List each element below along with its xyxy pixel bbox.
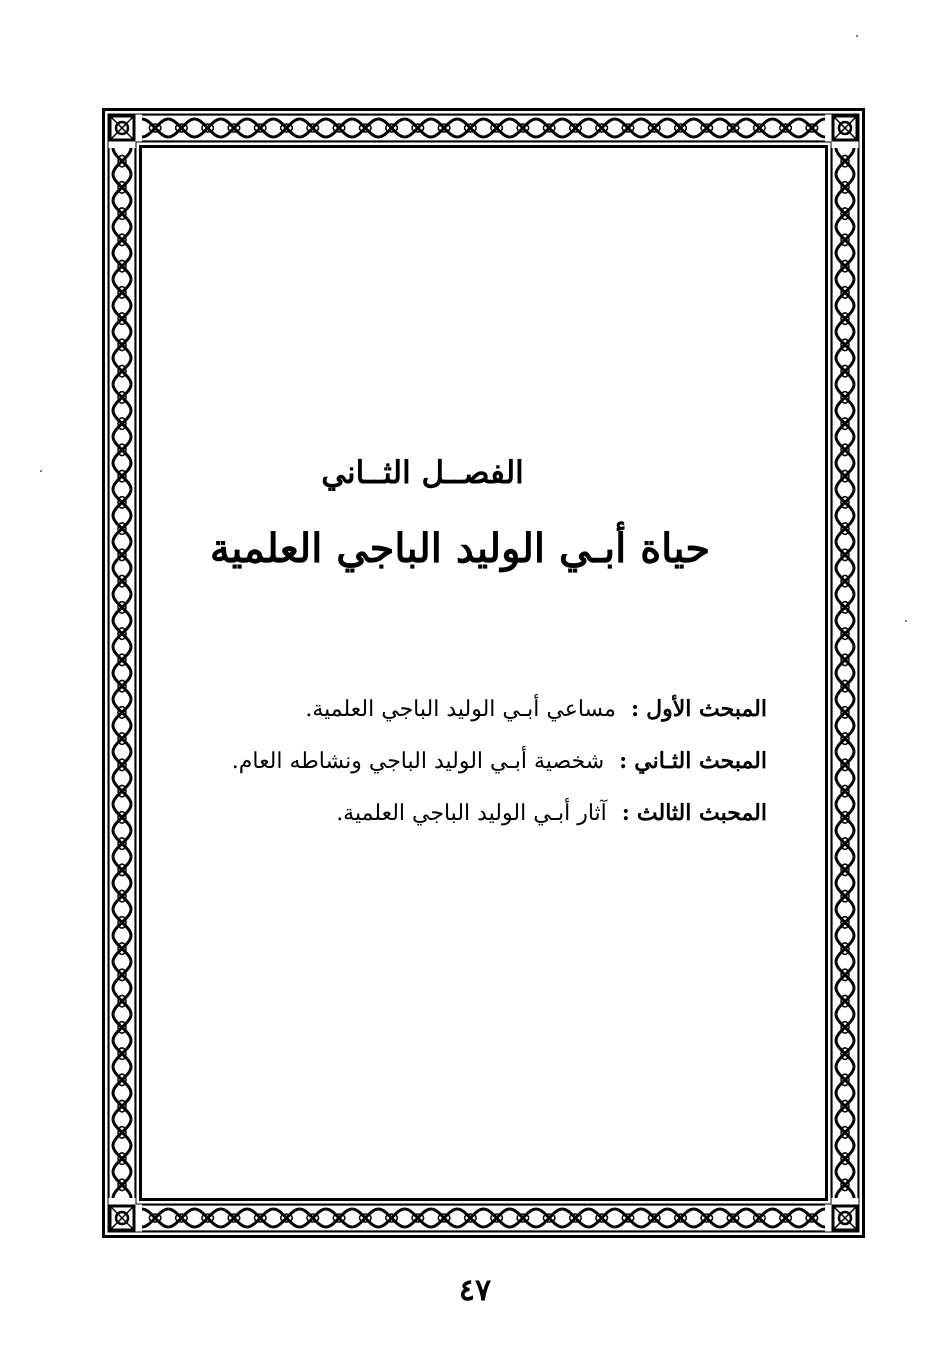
scan-speck [905,620,907,622]
section-list [167,690,767,846]
page-number: ٤٧ [458,1273,492,1308]
section-item [167,794,767,846]
border-outer-line [108,114,859,1232]
ornamental-border-pattern [102,108,865,1238]
section-label: المبحث الأول [646,696,767,722]
section-text: شخصية أبـي الوليد الباجي ونشاطه العام. [231,749,605,774]
section-item [167,690,767,742]
section-separator: : [621,800,630,826]
ornamental-border [102,108,865,1238]
border-inner-line [136,142,831,1204]
section-label: المبحث الثـاني [634,748,767,774]
border-outer-line [104,110,864,1237]
chapter-title: حياة أبـي الوليد الباجي العلمية [209,525,711,572]
scan-speck [40,470,42,472]
section-label: المحبث الثالث [636,800,767,826]
chapter-label: الفصــل الثــاني [321,455,524,491]
section-text: مساعي أبـي الوليد الباجي العلمية. [305,697,616,722]
section-separator: : [619,748,628,774]
section-item [167,742,767,794]
scan-speck [856,35,858,37]
border-inner-line [141,147,827,1200]
section-text: آثار أبـي الوليد الباجي العلمية. [336,801,607,826]
section-separator: : [630,696,640,722]
